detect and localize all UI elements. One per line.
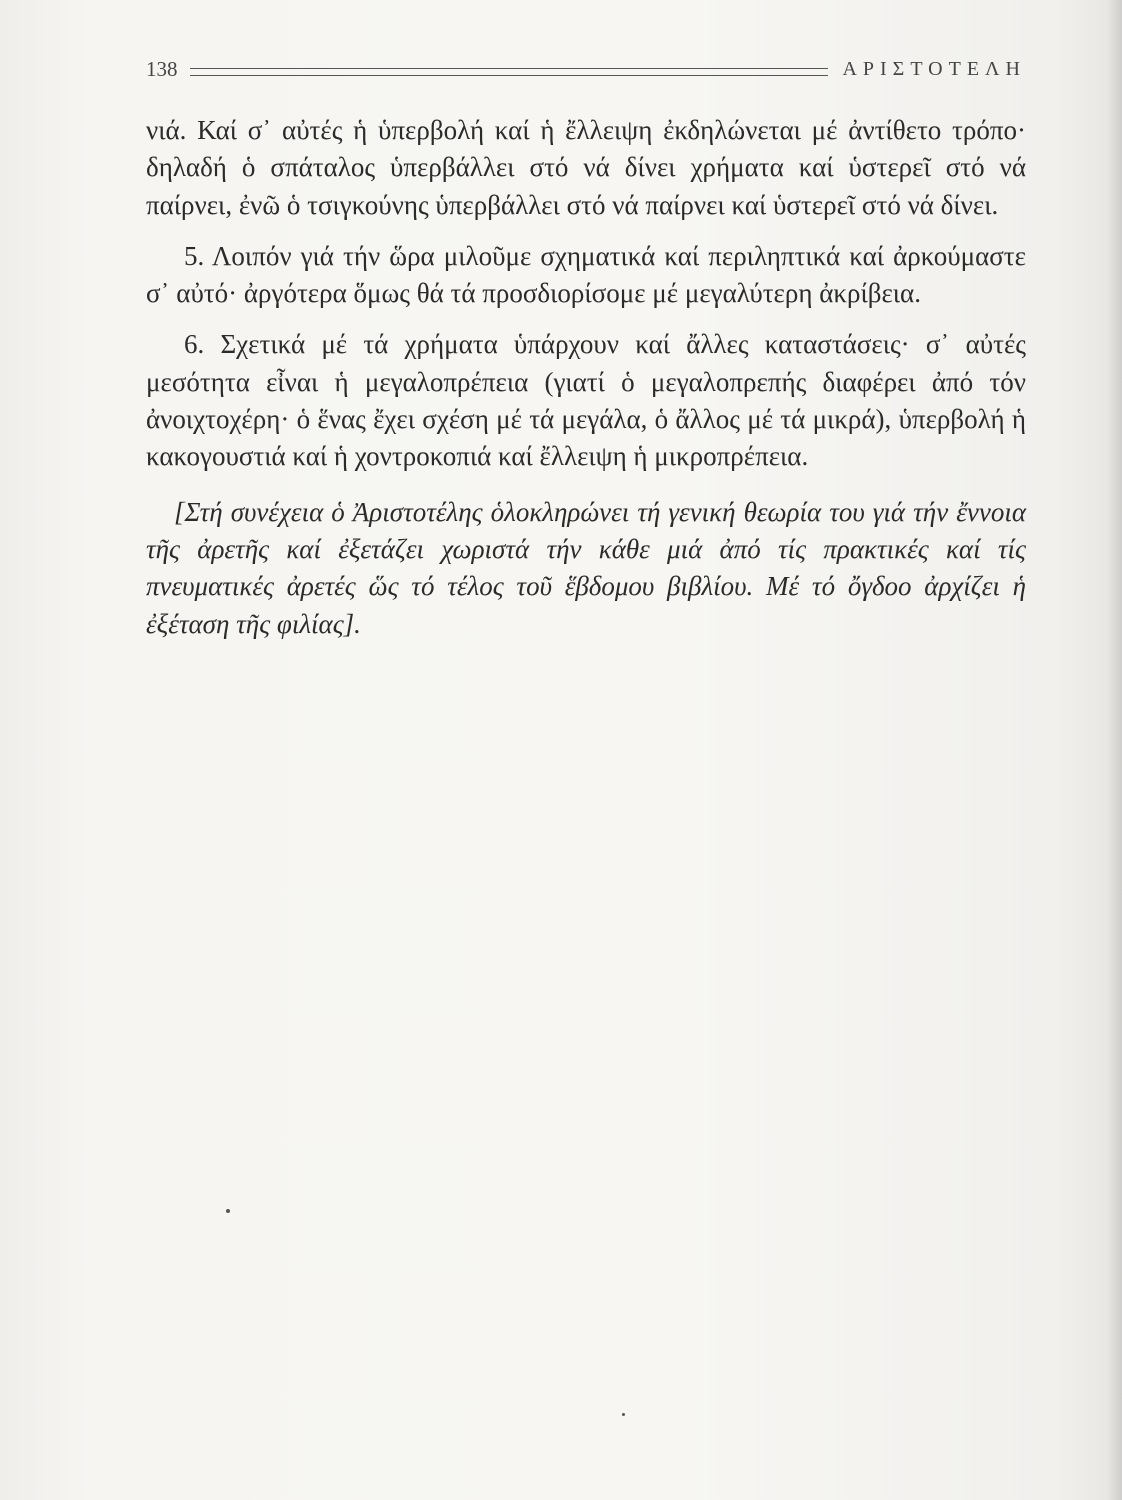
print-speck xyxy=(622,1413,625,1416)
running-head xyxy=(146,54,1026,84)
paragraph-continued: νιά. Καί σ᾽ αὐτές ἡ ὑπερβολή καί ἡ ἔλλειψη ἐκδηλώνεται μέ ἀντίθετο τρόπο· δηλαδή ὁ σπάταλος ὑπερβάλλει στό νά δίνει χρήματα καί ὑστερεῖ στό νά παίρνει, ἐνῶ ὁ τσιγκούνης ὑπερβάλλει στό νά παίρνει καί ὑστερεῖ στό νά δίνει. xyxy=(146,115,1026,220)
paragraph-5: 5. Λοιπόν γιά τήν ὥρα μιλοῦμε σχηματικά καί περιληπτικά καί ἀρκούμαστε σ᾽ αὐτό· ἀργότερα ὅμως θά τά προσδιορίσομε μέ μεγαλύτερη ἀκρίβεια. xyxy=(146,240,1026,309)
print-speck xyxy=(226,1209,230,1213)
editor-note: [Στή συνέχεια ὁ Ἀριστοτέλης ὁλοκληρώνει τή γενική θεωρία του γιά τήν ἔννοια τῆς ἀρετῆς καί ἐξετάζει χωριστά τήν κάθε μιά ἀπό τίς πρακτικές καί τίς πνευματικές ἀρετές ὥς τό τέλος τοῦ ἕβδομου βιβλίου. Μέ τό ὄγδοο ἀρχίζει ἡ ἐξέταση τῆς φιλίας]. xyxy=(146,496,1026,639)
page-edge-shadow xyxy=(1106,0,1122,1500)
page-number: 138 xyxy=(146,56,178,81)
paragraph-6: 6. Σχετικά μέ τά χρήματα ὑπάρχουν καί ἄλλες καταστάσεις· σ᾽ αὐτές μεσότητα εἶναι ἡ μεγαλοπρέπεια (γιατί ὁ μεγαλοπρεπής διαφέρει ἀπό τόν ἀνοιχτοχέρη· ὁ ἕνας ἔχει σχέση μέ τά μεγάλα, ὁ ἄλλος μέ τά μικρά), ὑπερβολή ἡ κακογουστιά καί ἡ χοντροκοπιά καί ἔλλειψη ἡ μικροπρέπεια. xyxy=(146,329,1026,472)
header-rule xyxy=(190,68,828,76)
page-body xyxy=(146,112,1026,657)
book-title: ΑΡΙΣΤΟΤΕΛΗ xyxy=(842,57,1026,80)
